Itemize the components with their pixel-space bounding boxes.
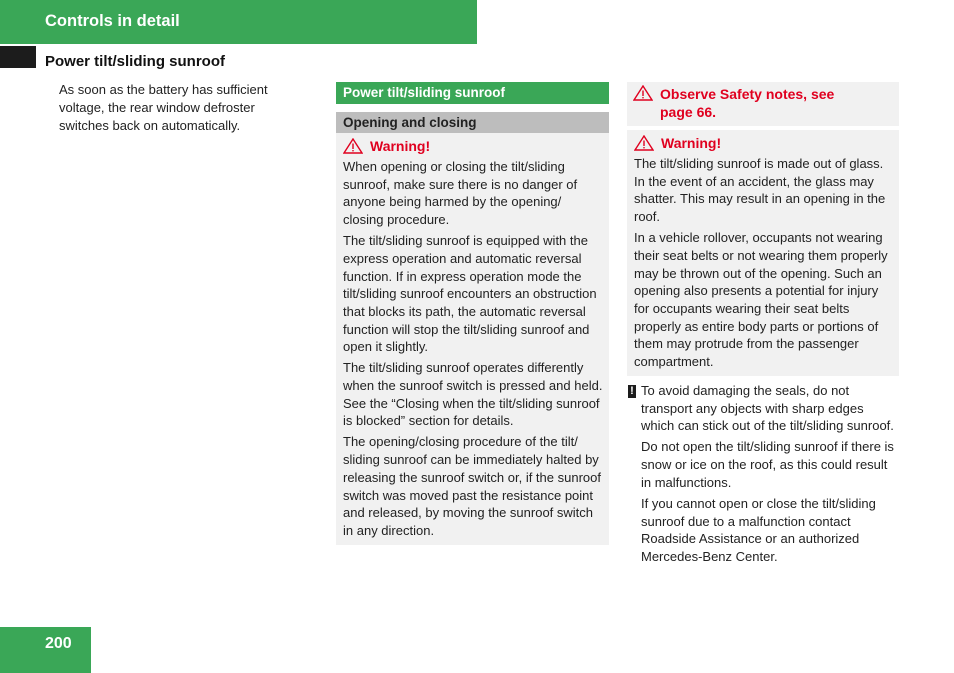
warning-paragraph: The opening/closing procedure of the tilt/ sliding sunroof can be immediately halted by releasing the sunroof switch or, if the sunroof switch was moved past the resistance point and released, by moving the sunroof switch in any direction. [343,434,601,538]
section-marker [0,46,36,68]
warning-label: Warning! [661,135,722,151]
safety-note-box [627,82,899,126]
warning-label: Warning! [370,138,431,154]
warning-triangle-icon [343,138,363,154]
warning-triangle-icon [634,135,654,151]
chapter-title: Controls in detail [45,12,180,30]
warning-paragraph: The tilt/sliding sunroof is equipped with the express operation and automatic reversal function. If in express operation mode the tilt/sliding sunroof encounters an obstruction that blocks its path, the automatic reversal function will stop the tilt/sliding sunroof and open it slightly. [343,233,597,355]
notice-block [628,382,900,569]
page-number: 200 [45,635,72,652]
warning-box [627,130,899,376]
warning-header [343,137,603,155]
warning-paragraph: When opening or closing the tilt/sliding sunroof, make sure there is no danger of anyone being harmed by the opening/ closing procedure. [343,159,578,228]
notice-paragraph: To avoid damaging the seals, do not transport any objects with sharp edges which can stick out of the tilt/sliding sunroof. [641,383,894,434]
safety-note-header [633,85,893,121]
subtopic-heading: Opening and closing [336,112,609,133]
notice-paragraph: Do not open the tilt/sliding sunroof if there is snow or ice on the roof, as this could result in malfunctions. [641,439,894,490]
warning-paragraph: The tilt/sliding sunroof is made out of glass. In the event of an accident, the glass may shatter. This may result in an opening in the roof. [634,156,886,225]
notice-paragraph: If you cannot open or close the tilt/sliding sunroof due to a malfunction contact Roadside Assistance or an authorized Mercedes-Benz Center. [641,495,876,564]
warning-paragraph: In a vehicle rollover, occupants not wearing their seat belts or not wearing them properly may be thrown out of the opening. Such an opening also presents a potential for injury for occupants wearing their seat belts properly as entire body parts or portions of them may protrude from the passenger compartment. [634,230,888,370]
warning-box [336,133,609,545]
warning-paragraph: The tilt/sliding sunroof operates differently when the sunroof switch is pressed and held. See the “Closing when the tilt/sliding sunroof is blocked” section for details. [343,360,603,429]
warning-triangle-icon [633,85,653,101]
intro-paragraph: As soon as the battery has sufficient voltage, the rear window defroster switches back on automatically. [59,82,268,133]
middle-column [336,82,609,545]
right-column [627,82,899,376]
section-title: Power tilt/sliding sunroof [45,53,225,70]
safety-note-link[interactable]: Observe Safety notes, see page 66. [660,86,835,120]
exclamation-notice-icon: ! [628,385,636,398]
topic-heading: Power tilt/sliding sunroof [336,82,609,104]
warning-header [634,134,893,152]
